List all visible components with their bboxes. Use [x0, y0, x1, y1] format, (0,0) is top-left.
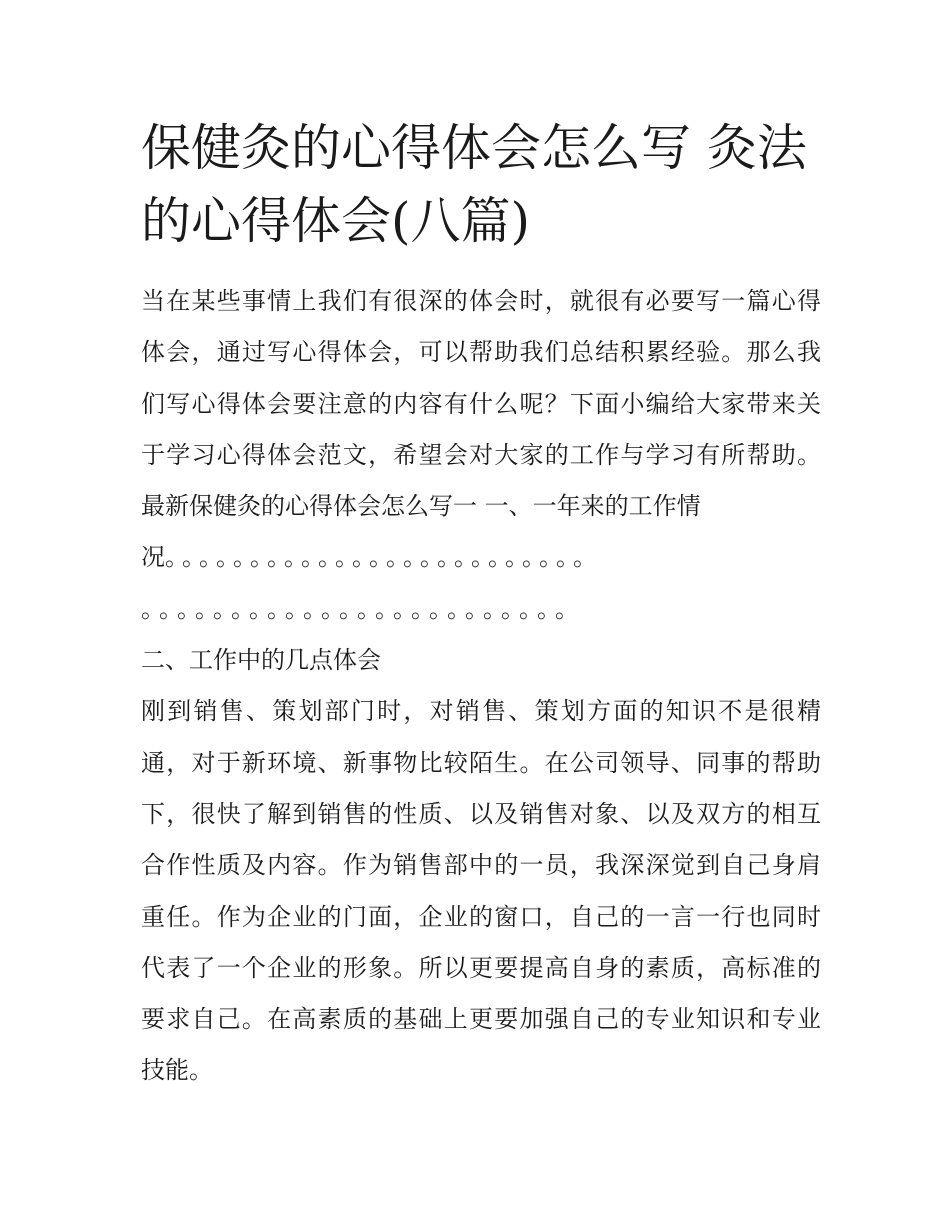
document-page — [141, 112, 821, 1097]
section-one-word: 况 — [141, 543, 165, 572]
title-line-1: 保健灸的心得体会怎么写 灸法 — [141, 119, 807, 177]
section-two-line-3: 下，很快了解到销售的性质、以及销售对象、以及双方的相互 — [141, 799, 821, 828]
intro-line-4: 于学习心得体会范文，希望会对大家的工作与学习有所帮助。 — [141, 440, 821, 469]
intro-line-3: 们写心得体会要注意的内容有什么呢？下面小编给大家带来关 — [141, 389, 821, 418]
document-body — [141, 276, 821, 1097]
dot-leader: 。。。。。。。。。。。。。。。。。。。。。。。。。 — [165, 543, 602, 572]
intro-line-2: 体会，通过写心得体会，可以帮助我们总结积累经验。那么我 — [141, 338, 821, 367]
intro-line-1: 当在某些事情上我们有很深的体会时，就很有必要写一篇心得 — [141, 287, 821, 315]
document-title — [141, 112, 821, 258]
section-two-heading: 二、工作中的几点体会 — [141, 646, 381, 675]
section-two-line-6: 代表了一个企业的形象。所以更要提高自身的素质，高标准的 — [141, 953, 821, 982]
section-two-line-8: 技能。 — [141, 1056, 213, 1085]
section-two-line-4: 合作性质及内容。作为销售部中的一员，我深深觉到自己身肩 — [141, 851, 821, 880]
section-two-line-2: 通，对于新环境、新事物比较陌生。在公司领导、同事的帮助 — [141, 748, 821, 777]
section-two-line-5: 重任。作为企业的门面，企业的窗口，自己的一言一行也同时 — [141, 902, 821, 931]
title-line-2: 的心得体会(八篇) — [141, 192, 531, 250]
section-two-line-7: 要求自己。在高素质的基础上更要加强自己的专业知识和专业 — [141, 1005, 821, 1034]
section-one-heading: 最新保健灸的心得体会怎么写一 一、一年来的工作情 — [141, 492, 701, 521]
section-one-dots-line-1 — [141, 532, 821, 583]
section-two-line-1: 刚到销售、策划部门时，对销售、策划方面的知识不是很精 — [141, 697, 821, 726]
section-one-dots-line-2: 。。。。。。。。。。。。。。。。。。。。。。。。 — [141, 594, 585, 623]
